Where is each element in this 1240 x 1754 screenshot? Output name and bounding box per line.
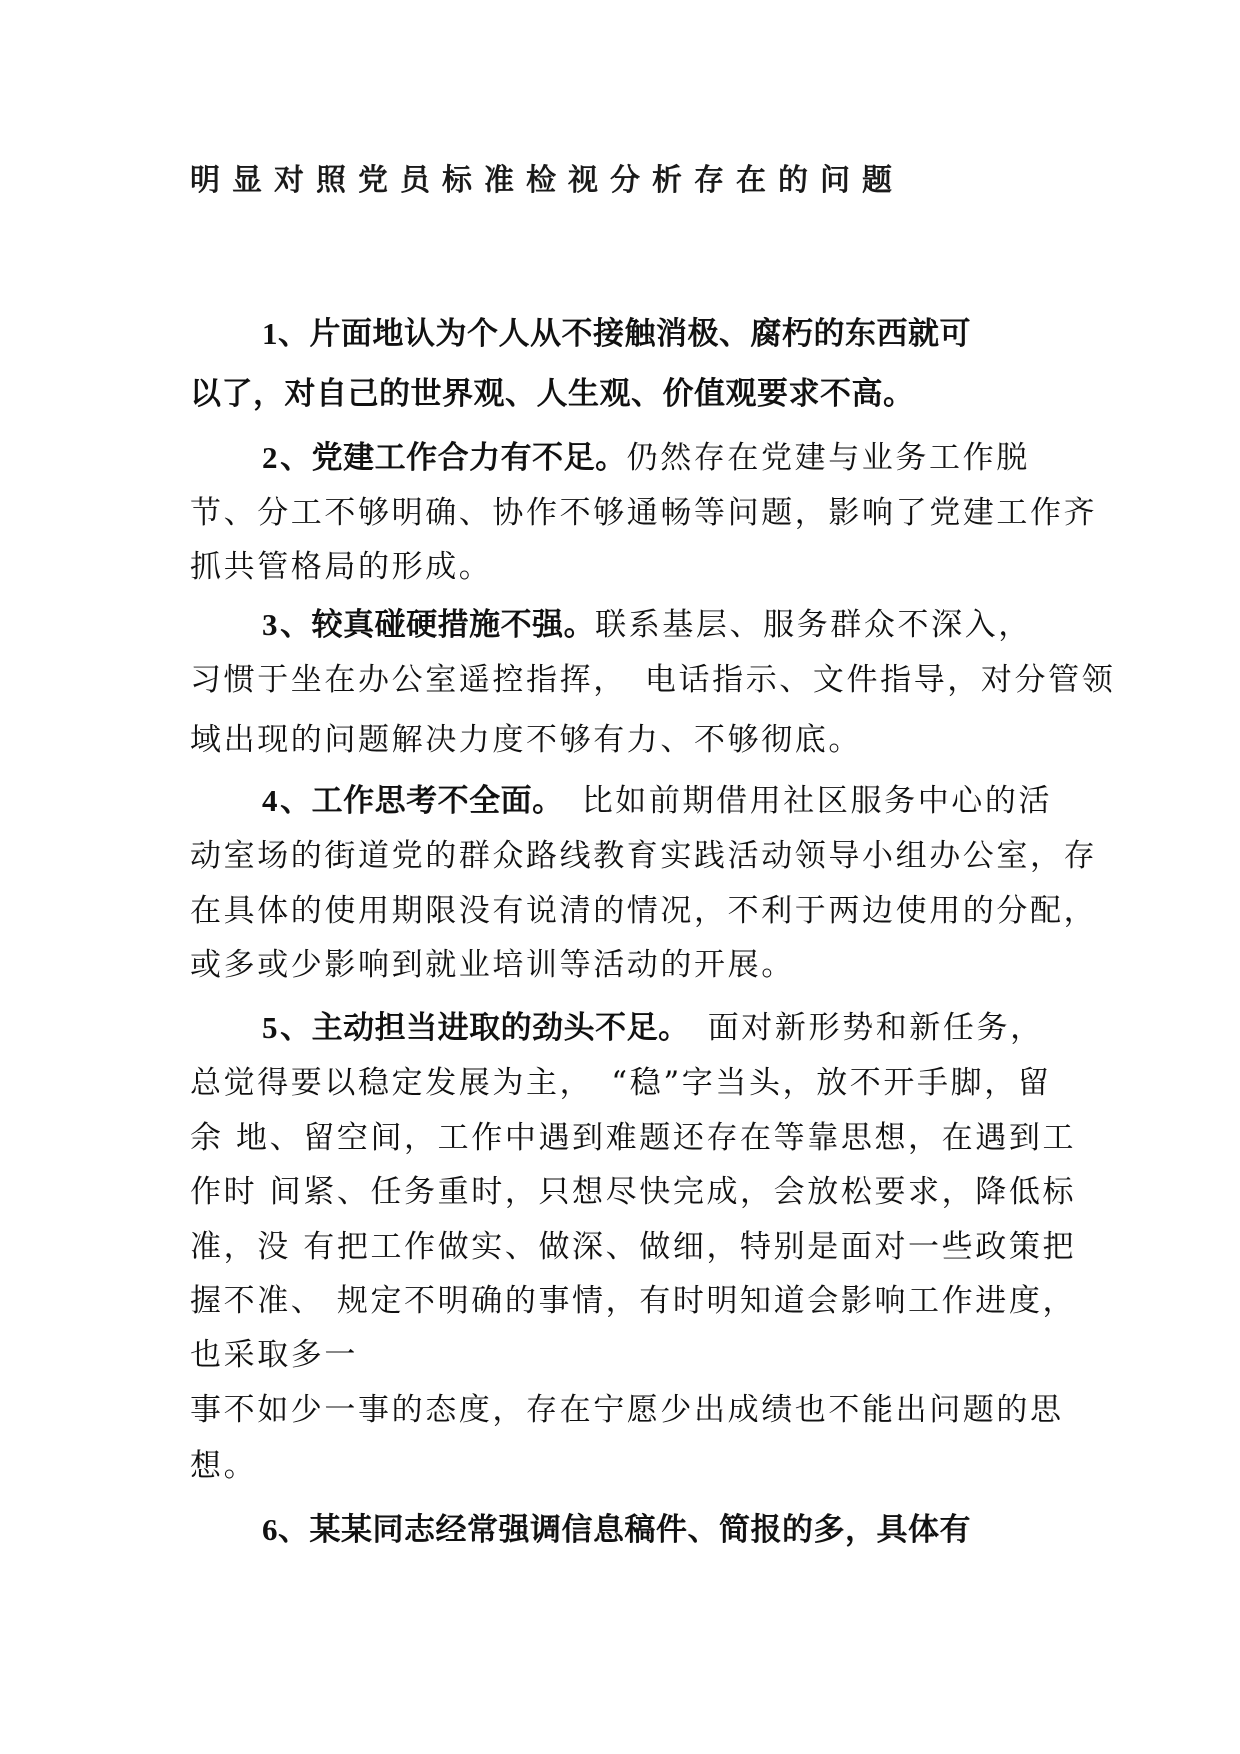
item-2-text-2: 节、分工不够明确、协作不够通畅等问题，影响了党建工作齐 <box>190 495 1098 531</box>
item-6-number: 6 <box>262 1512 278 1547</box>
item-1-heading-1: 、片面地认为个人从不接触消极、腐朽的东西就可 <box>278 316 971 352</box>
header-fragment: 明显对照党员标准检视分析存在的问题 <box>190 163 904 198</box>
item-6-line-1 <box>262 1510 971 1550</box>
item-5-line-5 <box>190 1227 1076 1267</box>
item-4-number: 4 <box>262 783 281 818</box>
item-3-text-3: 域出现的问题解决力度不够有力、不够彻底。 <box>190 722 862 758</box>
item-4-text-2: 动室场的街道党的群众路线教育实践活动领导小组办公室，存 <box>190 838 1098 874</box>
item-3-heading: 、较真碰硬措施不强。 <box>280 607 596 643</box>
item-5-text-6: 握不准、 规定不明确的事情，有时明知道会影响工作进度， <box>190 1283 1077 1319</box>
item-4-text-1: 比如前期借用社区服务中心的活 <box>548 783 1053 819</box>
item-3-line-1 <box>262 605 1032 645</box>
item-5-text-7: 也采取多一 <box>190 1337 358 1373</box>
item-5-number: 5 <box>262 1010 281 1045</box>
item-5-text-3: 余 地、留空间，工作中遇到难题还存在等靠思想，在遇到工 <box>190 1120 1077 1156</box>
item-4-text-3: 在具体的使用期限没有说清的情况，不利于两边使用的分配， <box>190 893 1098 929</box>
item-5-text-2: 总觉得要以稳定发展为主， “稳”字当头，放不开手脚，留 <box>190 1065 1052 1101</box>
item-2-line-2 <box>190 493 1097 533</box>
item-5-text-8: 事不如少一事的态度，存在宁愿少出成绩也不能出问题的思 <box>190 1392 1064 1428</box>
item-6-heading-1: 、某某同志经常强调信息稿件、简报的多，具体有 <box>278 1512 971 1548</box>
item-5-text-5: 准，没 有把工作做实、做深、做细，特别是面对一些政策把 <box>190 1229 1077 1265</box>
item-4-line-2 <box>190 836 1097 876</box>
item-2-line-3 <box>190 547 492 587</box>
item-3-line-3 <box>190 720 862 760</box>
item-5-line-4 <box>190 1172 1076 1212</box>
item-5-line-9 <box>190 1446 257 1486</box>
item-1-line-1 <box>262 314 971 354</box>
item-5-line-3 <box>190 1118 1076 1158</box>
item-5-line-7 <box>190 1335 358 1375</box>
item-3-number: 3 <box>262 607 281 642</box>
item-5-text-1: 面对新形势和新任务， <box>674 1010 1044 1046</box>
item-5-line-6 <box>190 1281 1076 1321</box>
item-4-line-1 <box>262 781 1052 821</box>
item-5-line-1 <box>262 1008 1044 1048</box>
item-5-line-2 <box>190 1063 1051 1103</box>
item-5-text-4: 作时 间紧、任务重时，只想尽快完成，会放松要求，降低标 <box>190 1174 1077 1210</box>
item-5-heading: 、主动担当进取的劲头不足。 <box>280 1010 675 1046</box>
item-5-text-9: 想。 <box>190 1448 258 1484</box>
item-2-text-1: 仍然存在党建与业务工作脱 <box>626 440 1030 476</box>
item-3-text-1: 联系基层、服务群众不深入， <box>595 607 1032 643</box>
item-2-number: 2 <box>262 440 281 475</box>
item-1-heading-2: 以了，对自己的世界观、人生观、价值观要求不高。 <box>190 376 915 412</box>
item-1-line-2 <box>190 374 915 414</box>
item-4-line-3 <box>190 891 1097 931</box>
item-3-line-2 <box>190 660 1115 700</box>
item-3-text-2: 习惯于坐在办公室遥控指挥， 电话指示、文件指导，对分管领 <box>190 662 1116 698</box>
item-2-heading: 、党建工作合力有不足。 <box>280 440 627 476</box>
item-2-text-3: 抓共管格局的形成。 <box>190 549 493 585</box>
item-1-number: 1 <box>262 316 278 351</box>
item-4-line-4 <box>190 945 795 985</box>
item-4-heading: 、工作思考不全面。 <box>280 783 549 819</box>
item-2-line-1 <box>262 438 1030 478</box>
item-5-line-8 <box>190 1390 1064 1430</box>
cropped-header-text <box>190 163 910 198</box>
item-4-text-4: 或多或少影响到就业培训等活动的开展。 <box>190 947 795 983</box>
